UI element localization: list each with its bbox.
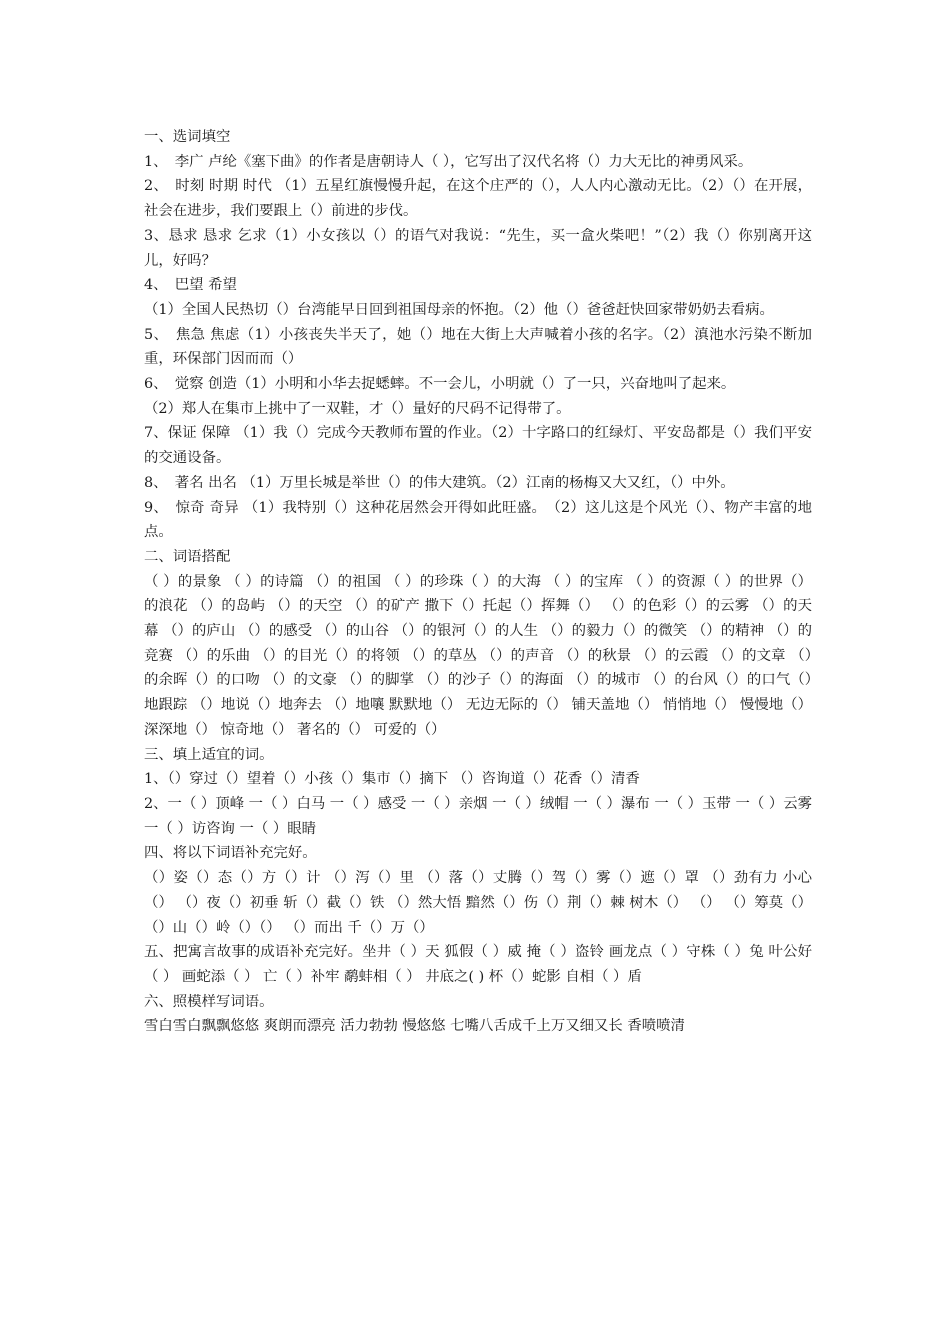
section-heading-6: 六、照模样写词语。 bbox=[144, 993, 274, 1010]
question-6-part-1: 6、 觉察 创造（1）小明和小华去捉蟋蟀。不一会儿，小明就（）了一只，兴奋地叫了起来。 bbox=[144, 376, 736, 393]
document-body bbox=[144, 125, 812, 1039]
question-4-title: 4、 巴望 希望 bbox=[144, 277, 237, 294]
idiom-completion-block: 五、把寓言故事的成语补充完好。坐井（ ）天 狐假（ ）威 掩（ ）盗铃 画龙点（ ）守株（ ）兔 叶公好（ ） 画蛇添（ ） 亡（ ）补牢 鹬蚌相（ ） 井底之( ) 杯（）蛇影 自相（ ）盾 bbox=[144, 944, 812, 985]
fill-words-line-1: 1、（）穿过（）望着（）小孩（）集市（）摘下 （）咨询道（）花香（）清香 bbox=[144, 771, 640, 788]
question-6-part-2: （2）郑人在集市上挑中了一双鞋，才（）量好的尺码不记得带了。 bbox=[144, 400, 571, 417]
question-7: 7、保证 保障 （1）我（）完成今天教师布置的作业。（2）十字路口的红绿灯、平安岛都是（）我们平安的交通设备。 bbox=[144, 425, 812, 467]
question-9: 9、 惊奇 奇异 （1）我特别（）这种花居然会开得如此旺盛。 （2）这儿这是个风光（）、物产丰富的地点。 bbox=[144, 499, 812, 541]
fill-words-line-2: 2、一（ ）顶峰 一（ ）白马 一（ ）感受 一（ ）亲烟 一（ ）绒帽 一（ ）瀑布 一（ ）玉带 一（ ）云雾 一（ ）访咨询 一（ ）眼睛 bbox=[144, 795, 812, 837]
question-5: 5、 焦急 焦虑（1）小孩丧失半天了，她（）地在大街上大声喊着小孩的名字。（2）滇池水污染不断加重，环保部门因而而（） bbox=[144, 326, 812, 368]
question-8: 8、 著名 出名 （1）万里长城是举世（）的伟大建筑。（2）江南的杨梅又大又红，（）中外。 bbox=[144, 474, 735, 491]
question-2: 2、 时刻 时期 时代 （1）五星红旗慢慢升起，在这个庄严的（），人人内心激动无比。（2）（）在开展，社会在进步，我们要跟上（）前进的步伐。 bbox=[144, 178, 812, 220]
pattern-words-line: 雪白雪白飘飘悠悠 爽朗而漂亮 活力勃勃 慢悠悠 七嘴八舌成千上万又细又长 香喷喷清 bbox=[144, 1018, 685, 1035]
question-3: 3、恳求 恳求 乞求（1）小女孩以（）的语气对我说：“先生，买一盒火柴吧！”（2）我（）你别离开这儿，好吗？ bbox=[144, 227, 812, 269]
section-heading-1: 一、选词填空 bbox=[144, 129, 231, 145]
section-heading-3: 三、填上适宜的词。 bbox=[144, 746, 274, 763]
question-1: 1、 李广 卢纶《塞下曲》的作者是唐朝诗人（ ），它写出了汉代名将（）力大无比的神勇风采。 bbox=[144, 153, 753, 170]
complete-words-block: （）姿（）态（）方（）计 （）泻（）里 （）落（）丈腾（）驾（）雾（）遮（）罩 （）劲有力 小心（） （）夜（）初垂 斩（）截（）铁 （）然大悟 黯然（）伤（）荆（）棘 树木（） （） （）筹莫（） （）山（）岭（）（） （）而出 千（）万（） bbox=[144, 870, 812, 936]
word-matching-block: （ ）的景象 （ ）的诗篇 （）的祖国 （ ）的珍珠（ ）的大海 （ ）的宝库 （ ）的资源（ ）的世界（）的浪花 （）的岛屿 （）的天空 （）的矿产 撒下（）托起（）挥舞（） （）的色彩（）的云雾 （）的天幕 （）的庐山 （）的感受 （）的山谷 （）的银河（）的人生 （）的毅力（）的微笑 （）的精神 （）的竞赛 （）的乐曲 （）的目光（）的将领 （）的草丛 （）的声音 （）的秋景 （）的云霞 （）的文章 （）的余晖（）的口吻 （）的文豪 （）的脚掌 （）的沙子（）的海面 （）的城市 （）的台风（）的口气（）地跟踪 （）地说（）地奔去 （）地嚷 默默地（） 无边无际的（） 铺天盖地（） 悄悄地（） 慢慢地（） 深深地（） 惊奇地（） 著名的（） 可爱的（） bbox=[144, 573, 812, 738]
section-heading-2: 二、词语搭配 bbox=[144, 548, 231, 565]
question-4-body: （1）全国人民热切（）台湾能早日回到祖国母亲的怀抱。（2）他（）爸爸赶快回家带奶奶去看病。 bbox=[144, 301, 774, 318]
section-heading-4: 四、将以下词语补充完好。 bbox=[144, 845, 317, 862]
